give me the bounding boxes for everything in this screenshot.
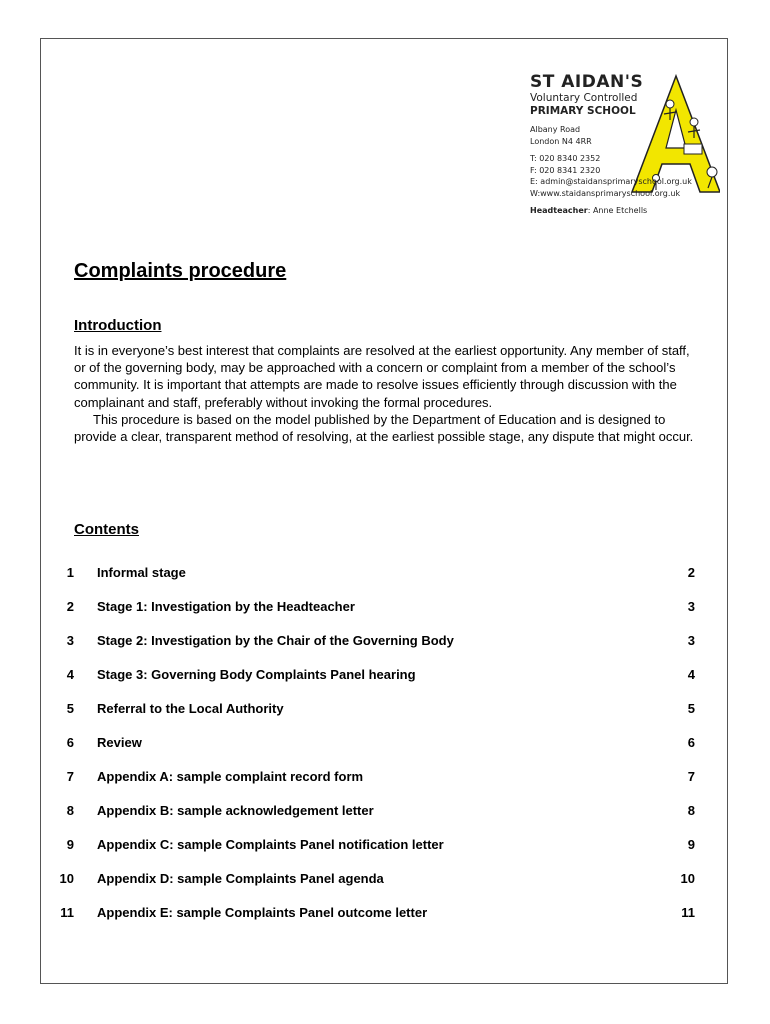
toc-title: Appendix D: sample Complaints Panel agenda	[97, 871, 384, 886]
toc-row[interactable]	[41, 865, 729, 899]
toc-page-number: 8	[687, 803, 695, 818]
toc-title: Stage 3: Governing Body Complaints Panel hearing	[97, 667, 416, 682]
toc-number: 6	[66, 735, 74, 750]
toc-row[interactable]	[41, 661, 729, 695]
toc-row[interactable]	[41, 593, 729, 627]
school-name: ST AIDAN'S	[530, 72, 644, 92]
toc-row[interactable]	[41, 695, 729, 729]
toc-page-number: 4	[687, 667, 695, 682]
toc-row[interactable]	[41, 729, 729, 763]
toc-page-number: 9	[687, 837, 695, 852]
toc-number: 9	[66, 837, 74, 852]
email-address: E: admin@staidansprimaryschool.org.uk	[530, 177, 692, 186]
address-line-1: Albany Road	[530, 125, 581, 134]
toc-number: 7	[66, 769, 74, 784]
toc-title: Stage 1: Investigation by the Headteacher	[97, 599, 355, 614]
toc-title: Referral to the Local Authority	[97, 701, 284, 716]
document-page	[40, 38, 728, 984]
toc-page-number: 11	[681, 905, 695, 920]
headteacher-name: : Anne Etchells	[587, 206, 648, 215]
toc-number: 4	[66, 667, 74, 682]
website-address: W:www.staidansprimaryschool.org.uk	[530, 188, 681, 198]
toc-number: 10	[59, 871, 74, 886]
toc-row[interactable]	[41, 899, 729, 933]
table-of-contents	[41, 559, 729, 933]
toc-number: 8	[66, 803, 74, 818]
headteacher-line	[530, 206, 710, 215]
toc-page-number: 6	[687, 735, 695, 750]
contents-heading: Contents	[74, 521, 139, 538]
toc-number: 11	[60, 905, 74, 920]
toc-row[interactable]	[41, 627, 729, 661]
phone-number: T: 020 8340 2352	[530, 154, 601, 163]
toc-page-number: 2	[687, 565, 695, 580]
toc-number: 5	[66, 701, 74, 716]
school-type: Voluntary Controlled	[530, 92, 638, 104]
toc-title: Informal stage	[97, 565, 186, 580]
toc-page-number: 3	[687, 599, 695, 614]
toc-page-number: 10	[680, 871, 695, 886]
school-level: PRIMARY SCHOOL	[530, 105, 636, 117]
toc-page-number: 3	[687, 633, 695, 648]
introduction-paragraph-1: It is in everyone’s best interest that complaints are resolved at the earliest opportunity. Any member of staff, or of the governing body, may be approached with a concern or complaint from a member of the school’s community. It is important that attempts are made to resolve issues efficiently through discussion with the complainant and staff, preferably without invoking the formal procedures.	[74, 343, 690, 410]
toc-page-number: 7	[687, 769, 695, 784]
toc-number: 1	[66, 565, 74, 580]
toc-number: 2	[66, 599, 74, 614]
toc-title: Review	[97, 735, 142, 750]
toc-row[interactable]	[41, 797, 729, 831]
toc-title: Appendix E: sample Complaints Panel outcome letter	[97, 905, 428, 920]
toc-row[interactable]	[41, 763, 729, 797]
introduction-body	[74, 342, 694, 445]
toc-title: Appendix C: sample Complaints Panel notification letter	[97, 837, 444, 852]
introduction-heading: Introduction	[74, 317, 162, 334]
introduction-paragraph-2: This procedure is based on the model published by the Department of Education and is designed to provide a clear, transparent method of resolving, at the earliest possible stage, any dispute that might occur.	[74, 411, 694, 445]
address-line-2: London N4 4RR	[530, 136, 592, 146]
toc-row[interactable]	[41, 559, 729, 593]
toc-number: 3	[66, 633, 74, 648]
fax-number: F: 020 8341 2320	[530, 165, 601, 175]
school-letterhead	[530, 72, 730, 232]
toc-title: Appendix B: sample acknowledgement letter	[97, 803, 374, 818]
headteacher-label: Headteacher	[530, 206, 588, 215]
toc-title: Appendix A: sample complaint record form	[97, 769, 364, 784]
document-title: Complaints procedure	[74, 260, 287, 282]
toc-page-number: 5	[687, 701, 695, 716]
toc-row[interactable]	[41, 831, 729, 865]
toc-title: Stage 2: Investigation by the Chair of the Governing Body	[97, 633, 454, 648]
